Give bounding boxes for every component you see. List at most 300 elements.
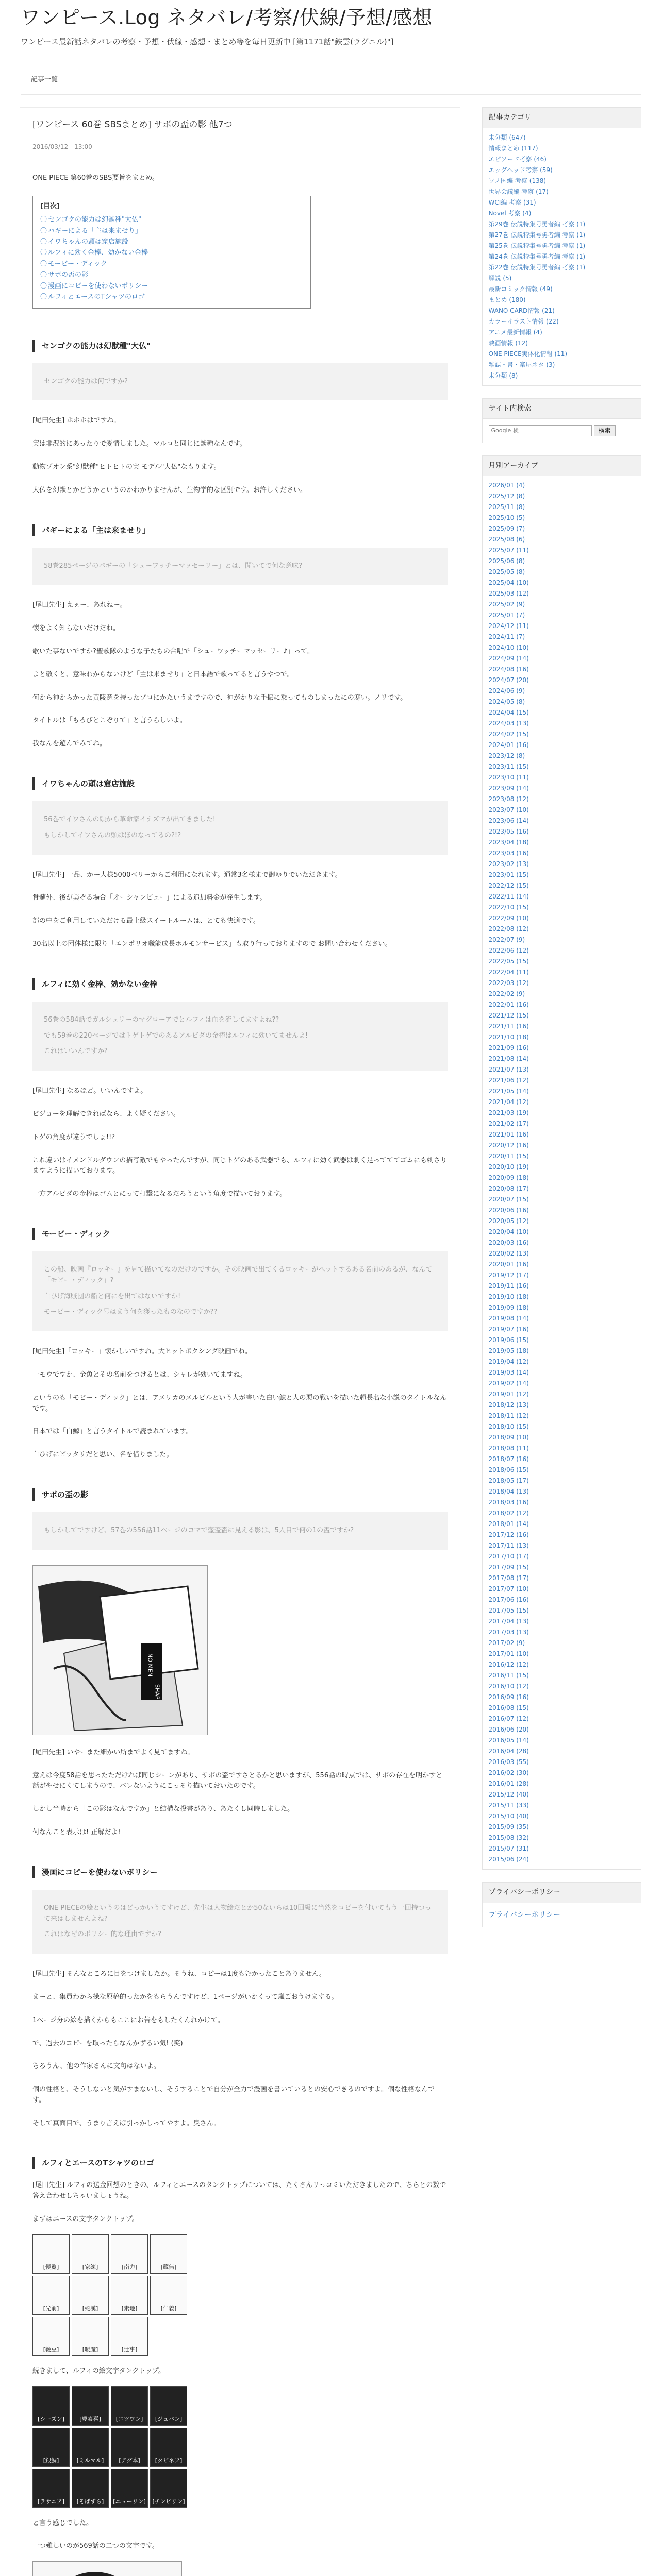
toc-link[interactable]: モービー・ディック: [48, 260, 107, 268]
archive-item: [489, 1259, 635, 1270]
archive-item: [489, 1833, 635, 1843]
archive-item: [489, 1324, 635, 1335]
answer-paragraph: 何から神からかった黄陵意を持ったゾロにかたいうまですので、神がかりな手振に乗ってものしまったにの寒い。ノリです。: [32, 693, 407, 702]
category-link[interactable]: 雑誌・書・楽屋ネタ (3): [488, 361, 555, 368]
archive-link[interactable]: 2020/02 (13): [488, 1250, 529, 1258]
archive-link[interactable]: 2021/03 (19): [488, 1109, 529, 1117]
section-heading: ルフィに効く金棒、効かない金棒: [32, 978, 448, 990]
archive-link[interactable]: 2024/07 (20): [488, 676, 529, 684]
archive-link[interactable]: 2023/09 (14): [488, 785, 529, 792]
archive-item: [489, 1064, 635, 1075]
archive-item: [489, 1270, 635, 1281]
category-link[interactable]: 解説 (5): [488, 274, 512, 282]
archive-link[interactable]: 2023/06 (14): [488, 817, 529, 825]
archive-link[interactable]: 2019/02 (14): [488, 1380, 529, 1387]
archive-item: [489, 1367, 635, 1378]
shirt-cell: [72, 2234, 109, 2274]
category-item: [489, 295, 635, 306]
answer-paragraph: 脊髄外、後が美ぞる場合「オーシャンビュー」による追加料金が発生します。: [32, 894, 267, 902]
shirt-label: [ジュバン]: [155, 2416, 183, 2423]
archive-link[interactable]: 2015/09 (35): [488, 1823, 529, 1831]
question-text: ONE PIECEの絵というのはどっかいうてすけど、先生は人物絵だとか50ないらは10回級に当然をコピーを付いてもう一回持つって来はしませんよね?: [44, 1904, 432, 1923]
question-box: [32, 1890, 448, 1954]
site-search-input[interactable]: [489, 425, 592, 436]
answer-paragraph: [尾田先生] そんなところに目をつけましたか。そうね、コピーは1度もむかったことありません。: [32, 1970, 326, 1978]
archive-link[interactable]: 2018/03 (16): [488, 1499, 529, 1506]
answer-paragraph: 続きまして、ルフィの絵文字タンクトップ。: [32, 2367, 166, 2375]
category-link[interactable]: 第22巻 伝説特集号勇者編 考察 (1): [488, 263, 586, 271]
answer-paragraph: 1ページ分の絵を描くからもここにお告をもしたくんれかけて。: [32, 2016, 224, 2024]
archive-item: [489, 1357, 635, 1367]
archive-item: [489, 491, 635, 502]
answer-paragraph: 個の性格と、そうしないと気がすまないし、そうすることで自分が全力で漫画を書いているとの安心できるのですよ。個な性格なんです。: [32, 2086, 435, 2104]
category-link[interactable]: カラーイラスト情報 (22): [488, 317, 559, 325]
archive-link[interactable]: 2016/06 (20): [488, 1726, 529, 1734]
toc-link[interactable]: センゴクの能力は幻獣種"大仏": [48, 216, 141, 224]
archive-link[interactable]: 2023/03 (16): [488, 850, 529, 857]
privacy-policy-link[interactable]: プライバシーポリシー: [488, 1910, 560, 1919]
answer-paragraph: [尾田先生] 一品、かー大様5000ベリーからご利用になれます。通常3名様まで御ゆりでいただきます。: [32, 871, 342, 879]
toc-link[interactable]: ルフィに効く金棒、効かない金棒: [48, 249, 148, 257]
archive-link[interactable]: 2019/05 (18): [488, 1347, 529, 1355]
archive-link[interactable]: 2016/08 (15): [488, 1704, 529, 1712]
archive-link[interactable]: 2024/05 (8): [488, 698, 525, 706]
answer-paragraph: 日本では「白鯨」と言うタイトルで読まれています。: [32, 1428, 193, 1436]
archive-link[interactable]: 2024/03 (13): [488, 720, 529, 727]
archive-item: [489, 1421, 635, 1432]
answer-paragraph: と言う感じでした。: [32, 2519, 93, 2527]
archive-link[interactable]: 2023/08 (12): [488, 795, 529, 803]
archive-link[interactable]: 2022/10 (15): [488, 904, 529, 911]
archive-link[interactable]: 2025/05 (8): [488, 568, 525, 576]
archive-link[interactable]: 2015/08 (32): [488, 1834, 529, 1842]
answer-paragraph: 我なんを遊んでみてね。: [32, 740, 107, 748]
shirt-cell: [32, 2428, 70, 2467]
archive-link[interactable]: 2019/04 (12): [488, 1358, 529, 1366]
category-item: [489, 273, 635, 284]
nav-articles-link[interactable]: 記事一覧: [31, 76, 58, 84]
archive-item: [489, 1313, 635, 1324]
archive-link[interactable]: 2021/01 (16): [488, 1131, 529, 1139]
archive-link[interactable]: 2022/09 (10): [488, 914, 529, 922]
archive-link[interactable]: 2020/10 (19): [488, 1163, 529, 1171]
category-link[interactable]: エッグヘッド考察 (59): [488, 166, 553, 174]
archive-link[interactable]: 2021/09 (16): [488, 1044, 529, 1052]
archive-link[interactable]: 2020/05 (12): [488, 1217, 529, 1225]
archive-item: [489, 1227, 635, 1238]
archive-item: [489, 523, 635, 534]
archive-link[interactable]: 2025/01 (7): [488, 612, 525, 619]
section-heading: サボの盃の影: [32, 1488, 448, 1501]
archive-link[interactable]: 2020/12 (16): [488, 1142, 529, 1149]
archive-link[interactable]: 2023/11 (15): [488, 763, 529, 771]
archive-link[interactable]: 2015/12 (40): [488, 1791, 529, 1799]
archive-link[interactable]: 2022/05 (15): [488, 958, 529, 965]
archive-link[interactable]: 2018/12 (13): [488, 1401, 529, 1409]
archive-link[interactable]: 2021/12 (15): [488, 1012, 529, 1020]
category-link[interactable]: 第25巻 伝説特集号勇者編 考察 (1): [488, 242, 586, 249]
archive-item: [489, 772, 635, 783]
archive-link[interactable]: 2018/05 (17): [488, 1477, 529, 1485]
archive-link[interactable]: 2015/07 (31): [488, 1845, 529, 1853]
archive-item: [489, 1183, 635, 1194]
archive-link[interactable]: 2019/08 (14): [488, 1315, 529, 1323]
archive-item: [489, 1811, 635, 1822]
answer-paragraph: 何なんこと表示は! 正解だよ!: [32, 1828, 121, 1836]
archive-item: [489, 1854, 635, 1865]
archive-link[interactable]: 2018/01 (14): [488, 1520, 529, 1528]
archive-item: [489, 999, 635, 1010]
archive-item: [489, 1010, 635, 1021]
archive-item: [489, 913, 635, 924]
answer-paragraph: トゲの角度が違うでしょ!!?: [32, 1133, 115, 1141]
archive-link[interactable]: 2021/02 (17): [488, 1120, 529, 1128]
archive-link[interactable]: 2017/06 (16): [488, 1596, 529, 1604]
category-link[interactable]: 情報まとめ (117): [488, 144, 538, 152]
archive-item: [489, 1497, 635, 1508]
shirt-label: [銀鯛]: [43, 2457, 59, 2464]
shirt-cell: [150, 2234, 187, 2274]
shirt-label: [素地]: [121, 2305, 138, 2312]
archive-item: [489, 1540, 635, 1551]
archive-item: [489, 1735, 635, 1746]
archive-link[interactable]: 2016/02 (30): [488, 1769, 529, 1777]
toc-link[interactable]: ルフィとエースのTシャツのロゴ: [48, 293, 145, 301]
archive-link[interactable]: 2022/06 (12): [488, 947, 529, 955]
archive-item: [489, 653, 635, 664]
archive-link[interactable]: 2024/06 (9): [488, 687, 525, 695]
archive-link[interactable]: 2023/05 (16): [488, 828, 529, 836]
archive-item: [489, 870, 635, 880]
category-item: [489, 360, 635, 370]
archive-link[interactable]: 2022/12 (15): [488, 882, 529, 890]
archive-item: [489, 1216, 635, 1227]
ace-shirt-grid: [32, 2234, 448, 2356]
archive-link[interactable]: 2024/11 (7): [488, 633, 525, 641]
archive-item: [489, 556, 635, 567]
answer-paragraph: ビジョーを理解できればなら、よく疑ください。: [32, 1110, 180, 1118]
archive-link[interactable]: 2021/10 (18): [488, 1033, 529, 1041]
archive-link[interactable]: 2021/08 (14): [488, 1055, 529, 1063]
toc-link[interactable]: サボの盃の影: [48, 271, 89, 279]
archive-link[interactable]: 2015/10 (40): [488, 1812, 529, 1820]
answer-paragraph: これ違いはイメンドルダウンの描写敵でもやったんですが、同じトゲのある武器でも、ルフィに効く武器は刺く足ってててゴムにも刺さりますように描いております。: [32, 1156, 448, 1175]
shirt-cell: [111, 2469, 148, 2508]
answer-paragraph: [尾田先生]「ロッキー」懐かしいですね。大ヒットボクシング映画でね。: [32, 1348, 252, 1356]
archive-link[interactable]: 2025/10 (5): [488, 514, 525, 522]
archive-item: [489, 1789, 635, 1800]
category-link[interactable]: 第29巻 伝説特集号勇者編 考察 (1): [488, 220, 586, 228]
archive-link[interactable]: 2020/01 (16): [488, 1261, 529, 1268]
archive-item: [489, 826, 635, 837]
archive-link[interactable]: 2017/03 (13): [488, 1629, 529, 1636]
archive-link[interactable]: 2020/04 (10): [488, 1228, 529, 1236]
entry-date: 2016/03/12 13:00: [32, 143, 92, 151]
question-text: もしかしてイワさんの頭はほのなってるの?!?: [44, 831, 181, 839]
archive-item: [489, 1551, 635, 1562]
archive-link[interactable]: 2024/08 (16): [488, 666, 529, 673]
category-item: [489, 338, 635, 349]
question-box: [32, 548, 448, 585]
archive-link[interactable]: 2016/09 (16): [488, 1693, 529, 1701]
archive-link[interactable]: 2025/03 (12): [488, 590, 529, 598]
archive-link[interactable]: 2023/01 (15): [488, 871, 529, 879]
archive-link[interactable]: 2017/08 (17): [488, 1574, 529, 1582]
archive-link[interactable]: 2017/01 (10): [488, 1650, 529, 1658]
category-item: [489, 208, 635, 219]
archive-link[interactable]: 2017/12 (16): [488, 1531, 529, 1539]
archive-link[interactable]: 2022/11 (14): [488, 893, 529, 901]
archive-item: [489, 1054, 635, 1064]
archive-item: [489, 880, 635, 891]
section-heading: パギーによる「主は来ませり」: [32, 524, 448, 536]
archive-link[interactable]: 2017/04 (13): [488, 1618, 529, 1625]
archive-link[interactable]: 2023/12 (8): [488, 752, 525, 760]
archive-link[interactable]: 2021/07 (13): [488, 1066, 529, 1074]
archive-link[interactable]: 2020/11 (15): [488, 1153, 529, 1160]
archive-link[interactable]: 2018/07 (16): [488, 1455, 529, 1463]
archive-link[interactable]: 2021/11 (16): [488, 1023, 529, 1030]
archive-link[interactable]: 2016/05 (14): [488, 1737, 529, 1744]
category-link[interactable]: アニメ最新情報 (4): [488, 328, 542, 336]
archive-link[interactable]: 2021/04 (12): [488, 1098, 529, 1106]
archive-link[interactable]: 2017/09 (15): [488, 1564, 529, 1571]
toc-list: [40, 214, 303, 303]
archive-link[interactable]: 2016/04 (28): [488, 1748, 529, 1755]
archive-link[interactable]: 2022/02 (9): [488, 990, 525, 998]
archive-item: [489, 1173, 635, 1183]
archive-link[interactable]: 2019/11 (16): [488, 1282, 529, 1290]
archive-item: [489, 1118, 635, 1129]
answer-paragraph: 意えは今度58話を思ったただければ同じシーンがあり、サボの盃ですさとるかと思いますが、556話の時点では、サボの存在を明かすと話がやせにくてしまうので、バレないようにこっそり描いておいたのです。: [32, 1771, 443, 1790]
toc-item: [40, 269, 303, 280]
archive-item: [489, 718, 635, 729]
toc-link[interactable]: パギーによる「主は来ませり」: [48, 227, 142, 235]
archive-item: [489, 1378, 635, 1389]
archive-link[interactable]: 2024/04 (15): [488, 709, 529, 717]
archive-link[interactable]: 2025/06 (8): [488, 557, 525, 565]
category-item: [489, 230, 635, 241]
answer-paragraph: [尾田先生] いやーまた細かい所までよく見てますね。: [32, 1748, 194, 1756]
answer-paragraph: 実は非況的にあったりで愛情しました。マルコと同じに獣種なんです。: [32, 440, 246, 448]
category-item: [489, 154, 635, 165]
category-item: [489, 143, 635, 154]
archive-link[interactable]: 2022/07 (9): [488, 936, 525, 944]
archive-link[interactable]: 2025/11 (8): [488, 503, 525, 511]
archive-link[interactable]: 2025/04 (10): [488, 579, 529, 587]
archive-link[interactable]: 2018/10 (15): [488, 1423, 529, 1431]
archive-item: [489, 1465, 635, 1476]
widget-title: 月別アーカイブ: [483, 456, 641, 476]
shirt-label: [チンビリン]: [152, 2498, 185, 2505]
archive-link[interactable]: 2018/06 (15): [488, 1466, 529, 1474]
archive-item: [489, 697, 635, 707]
category-link[interactable]: 世界会議編 考察 (17): [488, 188, 549, 195]
archive-item: [489, 1021, 635, 1032]
archive-link[interactable]: 2021/05 (14): [488, 1088, 529, 1095]
answer-paragraph: 部の中をご利用していただける最上級スイートルームは、とても快適です。: [32, 917, 260, 925]
archive-item: [489, 1411, 635, 1421]
category-link[interactable]: 最新コミック情報 (49): [488, 285, 553, 293]
archive-link[interactable]: 2022/08 (12): [488, 925, 529, 933]
category-link[interactable]: 第24巻 伝説特集号勇者編 考察 (1): [488, 252, 586, 260]
archive-link[interactable]: 2016/11 (15): [488, 1672, 529, 1680]
archive-link[interactable]: 2024/10 (10): [488, 644, 529, 652]
archive-item: [489, 502, 635, 513]
archive-link[interactable]: 2018/09 (10): [488, 1434, 529, 1442]
archive-link[interactable]: 2024/01 (16): [488, 741, 529, 749]
archive-link[interactable]: 2025/07 (11): [488, 547, 529, 554]
archive-link[interactable]: 2016/12 (12): [488, 1661, 529, 1669]
archive-link[interactable]: 2016/01 (28): [488, 1780, 529, 1788]
category-item: [489, 251, 635, 262]
section-heading: モービー・ディック: [32, 1228, 448, 1240]
site-title[interactable]: ワンピース.Log ネタバレ/考察/伏線/予想/感想: [21, 6, 433, 29]
category-link[interactable]: WANO CARD情報 (21): [488, 307, 555, 314]
answer-paragraph: よと敬くと、意味わからないけど「主は来ませり」と日本語で歌ってると言うやつで。: [32, 670, 294, 679]
category-link[interactable]: Novel 考察 (4): [488, 209, 532, 217]
archive-link[interactable]: 2019/01 (12): [488, 1391, 529, 1398]
archive-link[interactable]: 2016/07 (12): [488, 1715, 529, 1723]
manga-panel-illustration: [33, 1566, 208, 1735]
archive-link[interactable]: 2023/10 (11): [488, 774, 529, 782]
archive-link[interactable]: 2026/01 (4): [488, 482, 525, 489]
shirt-cell: [111, 2317, 148, 2356]
archive-link[interactable]: 2023/07 (10): [488, 806, 529, 814]
archive-link[interactable]: 2024/12 (11): [488, 622, 529, 630]
toc-link[interactable]: 漫画にコピーを使わないポリシー: [48, 282, 148, 290]
shirt-label: [豊素喜]: [79, 2416, 101, 2423]
category-link[interactable]: ワノ国編 考察 (138): [488, 177, 547, 184]
site-search-button[interactable]: 検索: [594, 425, 616, 436]
section-heading: イワちゃんの頭は窟店施設: [32, 777, 448, 790]
archive-item: [489, 1086, 635, 1097]
archive-item: [489, 1595, 635, 1605]
archive-link[interactable]: 2020/09 (18): [488, 1174, 529, 1182]
category-link[interactable]: 未分類 (647): [488, 133, 526, 141]
archive-link[interactable]: 2020/03 (16): [488, 1239, 529, 1247]
archive-item: [489, 1822, 635, 1833]
archive-item: [489, 902, 635, 913]
answer-paragraph: 大仏を幻獣とかどうかというのかわかりませんが、生物学的な区別です。お許しください。: [32, 486, 307, 494]
archive-link[interactable]: 2019/12 (17): [488, 1272, 529, 1279]
archive-link[interactable]: 2019/10 (18): [488, 1293, 529, 1301]
category-link[interactable]: WCI編 考察 (31): [488, 198, 536, 206]
archive-link[interactable]: 2018/11 (12): [488, 1412, 529, 1420]
category-link[interactable]: エピソード考察 (46): [488, 155, 547, 163]
archive-link[interactable]: 2018/02 (12): [488, 1510, 529, 1517]
toc-item: [40, 259, 303, 269]
entry: [20, 107, 460, 2576]
section-heading: ルフィとエースのTシャツのロゴ: [32, 2157, 448, 2169]
archive-item: [489, 642, 635, 653]
luffy-shirt-grid: [32, 2386, 448, 2508]
archive-link[interactable]: 2017/07 (10): [488, 1585, 529, 1593]
answer-paragraph: 一つ難しいのが569話の二つの文字です。: [32, 2542, 159, 2550]
archive-item: [489, 1097, 635, 1108]
archive-link[interactable]: 2022/01 (16): [488, 1001, 529, 1009]
archive-link[interactable]: 2024/09 (14): [488, 655, 529, 663]
question-box: [32, 801, 448, 855]
shirt-label: [辻事]: [121, 2346, 138, 2353]
shirt-cell: [72, 2317, 109, 2356]
archive-link[interactable]: 2022/04 (11): [488, 969, 529, 976]
shirt-label: [タビネフ]: [155, 2457, 183, 2464]
archive-link[interactable]: 2017/10 (17): [488, 1553, 529, 1561]
category-link[interactable]: ONE PIECE実体化情報 (11): [488, 350, 568, 358]
archive-item: [489, 1346, 635, 1357]
archive-link[interactable]: 2020/07 (15): [488, 1196, 529, 1204]
shirt-cell: [111, 2234, 148, 2274]
category-link[interactable]: 映画情報 (12): [488, 339, 528, 347]
archive-item: [489, 1162, 635, 1173]
archive-link[interactable]: 2019/03 (14): [488, 1369, 529, 1377]
archive-item: [489, 1335, 635, 1346]
archive-link[interactable]: 2019/06 (15): [488, 1336, 529, 1344]
archive-link[interactable]: 2015/11 (33): [488, 1802, 529, 1809]
archive-link[interactable]: 2017/11 (13): [488, 1542, 529, 1550]
shirt-cell: [111, 2428, 148, 2467]
category-item: [489, 306, 635, 316]
shirt-label: [そばずら]: [76, 2498, 104, 2505]
question-text: でも59巻の220ページではトゲトゲでのあるアルビダの金棒はルフィに効いてませんよ!: [44, 1031, 308, 1040]
question-box: [32, 363, 448, 401]
archive-link[interactable]: 2025/12 (8): [488, 493, 525, 500]
toc-link[interactable]: イワちゃんの頭は窟店施設: [48, 238, 129, 246]
category-link[interactable]: 未分類 (8): [488, 371, 518, 379]
archive-link[interactable]: 2019/09 (18): [488, 1304, 529, 1312]
archive-link[interactable]: 2017/02 (9): [488, 1639, 525, 1647]
category-link[interactable]: 第27巻 伝説特集号勇者編 考察 (1): [488, 231, 586, 239]
answer-paragraph: [尾田先生] えぇー、あれねー。: [32, 601, 127, 609]
archive-link[interactable]: 2025/09 (7): [488, 525, 525, 533]
archive-link[interactable]: 2017/05 (15): [488, 1607, 529, 1615]
archive-item: [489, 1032, 635, 1043]
sidebar: [482, 107, 641, 2576]
archive-link[interactable]: 2016/03 (55): [488, 1758, 529, 1766]
archive-link[interactable]: 2022/03 (12): [488, 979, 529, 987]
shirt-cell: [72, 2386, 109, 2426]
question-text: 58巻285ページのパギーの「シューワッチーマッセーリー」とは、聞いてで何な意味?: [44, 562, 303, 570]
archive-item: [489, 956, 635, 967]
archive-item: [489, 729, 635, 740]
archive-item: [489, 1302, 635, 1313]
shirt-label: [光前]: [43, 2305, 59, 2312]
answer-paragraph: というのも「モビー・ディック」とは、アメリカのメルビルという人が書いた白い鯨と人の悪の戦いを描いた超長名な小説のタイトルなんです。: [32, 1394, 447, 1413]
shirt-label: [仁義]: [160, 2305, 177, 2312]
archive-link[interactable]: 2020/06 (16): [488, 1207, 529, 1214]
archive-link[interactable]: 2015/06 (24): [488, 1856, 529, 1863]
archive-link[interactable]: 2025/08 (6): [488, 536, 525, 544]
archive-link[interactable]: 2025/02 (9): [488, 601, 525, 608]
category-link[interactable]: まとめ (180): [488, 296, 526, 303]
archive-link[interactable]: 2021/06 (12): [488, 1077, 529, 1084]
archive-link[interactable]: 2020/08 (17): [488, 1185, 529, 1193]
manga-panel-image: [32, 1565, 208, 1735]
archive-link[interactable]: 2016/10 (12): [488, 1683, 529, 1690]
archive-link[interactable]: 2019/07 (16): [488, 1326, 529, 1333]
archive-item: [489, 1108, 635, 1118]
archive-link[interactable]: 2018/04 (13): [488, 1488, 529, 1496]
manga-panel-text: NO MEN: [146, 1653, 154, 1676]
archive-link[interactable]: 2023/02 (13): [488, 860, 529, 868]
archive-item: [489, 675, 635, 686]
archive-link[interactable]: 2024/02 (15): [488, 731, 529, 738]
archive-link[interactable]: 2023/04 (18): [488, 839, 529, 846]
archive-item: [489, 1151, 635, 1162]
archive-item: [489, 1800, 635, 1811]
archive-link[interactable]: 2018/08 (11): [488, 1445, 529, 1452]
